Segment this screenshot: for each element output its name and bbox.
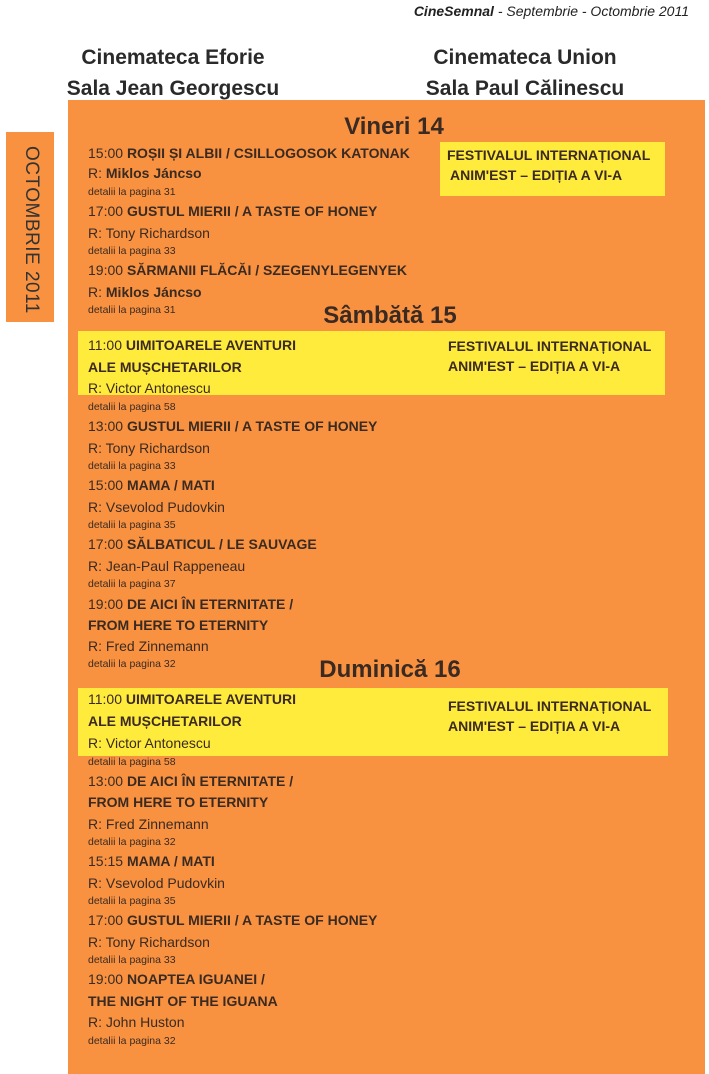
screening-director: R: Tony Richardson <box>88 934 210 950</box>
publication-period: - Septembrie - Octombrie 2011 <box>493 3 689 19</box>
screening-time-title: 17:00 SĂLBATICUL / LE SAUVAGE <box>88 536 317 552</box>
screening-time-title: 19:00 SĂRMANII FLĂCĂI / SZEGENYLEGENYEK <box>88 262 407 278</box>
day-heading-saturday: Sâmbătă 15 <box>323 302 457 329</box>
screening-director: R: Miklos Jáncso <box>88 284 202 300</box>
venue-right-hall: Sala Paul Călinescu <box>425 77 625 100</box>
screening-details: detalii la pagina 35 <box>88 895 176 907</box>
screening-title-cont: THE NIGHT OF THE IGUANA <box>88 993 278 1009</box>
screening-details: detalii la pagina 33 <box>88 245 176 257</box>
screening-time-title: 11:00 UIMITOARELE AVENTURI <box>88 337 296 353</box>
screening-time-title: 15:00 MAMA / MATI <box>88 477 215 493</box>
festival-line1: FESTIVALUL INTERNAȚIONAL <box>447 147 651 163</box>
screening-director: R: Victor Antonescu <box>88 735 211 751</box>
screening-details: detalii la pagina 32 <box>88 658 176 670</box>
screening-director: R: Jean-Paul Rappeneau <box>88 558 246 574</box>
screening-title-cont: ALE MUȘCHETARILOR <box>88 713 242 729</box>
screening-details: detalii la pagina 32 <box>88 1035 176 1047</box>
month-label: OCTOMBRIE 2011 <box>21 146 42 314</box>
screening-director: R: Miklos Jáncso <box>88 165 202 181</box>
screening-director: R: Fred Zinnemann <box>88 816 209 832</box>
screening-details: detalii la pagina 33 <box>88 954 176 966</box>
festival-line2: ANIM'EST – EDIȚIA A VI-A <box>450 167 623 183</box>
screening-director: R: Vsevolod Pudovkin <box>88 499 225 515</box>
screening-director: R: Tony Richardson <box>88 440 210 456</box>
publication-header <box>414 3 689 19</box>
screening-title-cont: FROM HERE TO ETERNITY <box>88 794 269 810</box>
screening-details: detalii la pagina 31 <box>88 186 176 198</box>
screening-time-title: 17:00 GUSTUL MIERII / A TASTE OF HONEY <box>88 912 378 928</box>
festival-label-sunday <box>448 696 651 736</box>
screening-title-cont: FROM HERE TO ETERNITY <box>88 617 269 633</box>
screening-time-title: 17:00 GUSTUL MIERII / A TASTE OF HONEY <box>88 203 378 219</box>
screening-time-title: 15:00 ROȘII ȘI ALBII / CSILLOGOSOK KATONAK <box>88 145 410 161</box>
festival-label-friday <box>447 145 650 185</box>
venue-left-name: Cinemateca Eforie <box>81 46 265 69</box>
publication-brand: CineSemnal <box>413 3 494 19</box>
venue-left <box>48 42 298 104</box>
screening-details: detalii la pagina 37 <box>88 578 176 590</box>
screening-time-title: 11:00 UIMITOARELE AVENTURI <box>88 691 296 707</box>
screening-details: detalii la pagina 32 <box>88 836 176 848</box>
screening-details: detalii la pagina 35 <box>88 519 176 531</box>
screening-time-title: 19:00 DE AICI ÎN ETERNITATE / <box>88 596 294 612</box>
festival-line2: ANIM'EST – EDIȚIA A VI-A <box>448 718 621 734</box>
day-heading-sunday: Duminică 16 <box>319 656 461 683</box>
screening-time-title: 19:00 NOAPTEA IGUANEI / <box>88 971 265 987</box>
screening-director: R: Fred Zinnemann <box>88 638 209 654</box>
screening-director: R: John Huston <box>88 1014 185 1030</box>
screening-details: detalii la pagina 31 <box>88 304 176 316</box>
festival-label-saturday <box>448 336 651 376</box>
screening-title-cont: ALE MUȘCHETARILOR <box>88 359 242 375</box>
screening-director: R: Vsevolod Pudovkin <box>88 875 225 891</box>
screening-details: detalii la pagina 58 <box>88 401 176 413</box>
festival-line2: ANIM'EST – EDIȚIA A VI-A <box>448 358 621 374</box>
screening-time-title: 13:00 DE AICI ÎN ETERNITATE / <box>88 773 294 789</box>
screening-details: detalii la pagina 33 <box>88 460 176 472</box>
venue-right-name: Cinemateca Union <box>433 46 617 69</box>
venue-left-hall: Sala Jean Georgescu <box>66 77 280 100</box>
screening-director: R: Victor Antonescu <box>88 380 211 396</box>
screening-details: detalii la pagina 58 <box>88 756 176 768</box>
venue-right <box>400 42 650 104</box>
screening-director: R: Tony Richardson <box>88 225 210 241</box>
screening-time-title: 13:00 GUSTUL MIERII / A TASTE OF HONEY <box>88 418 378 434</box>
screening-time-title: 15:15 MAMA / MATI <box>88 853 215 869</box>
day-heading-friday: Vineri 14 <box>344 113 444 140</box>
festival-line1: FESTIVALUL INTERNAȚIONAL <box>448 698 652 714</box>
festival-line1: FESTIVALUL INTERNAȚIONAL <box>448 338 652 354</box>
